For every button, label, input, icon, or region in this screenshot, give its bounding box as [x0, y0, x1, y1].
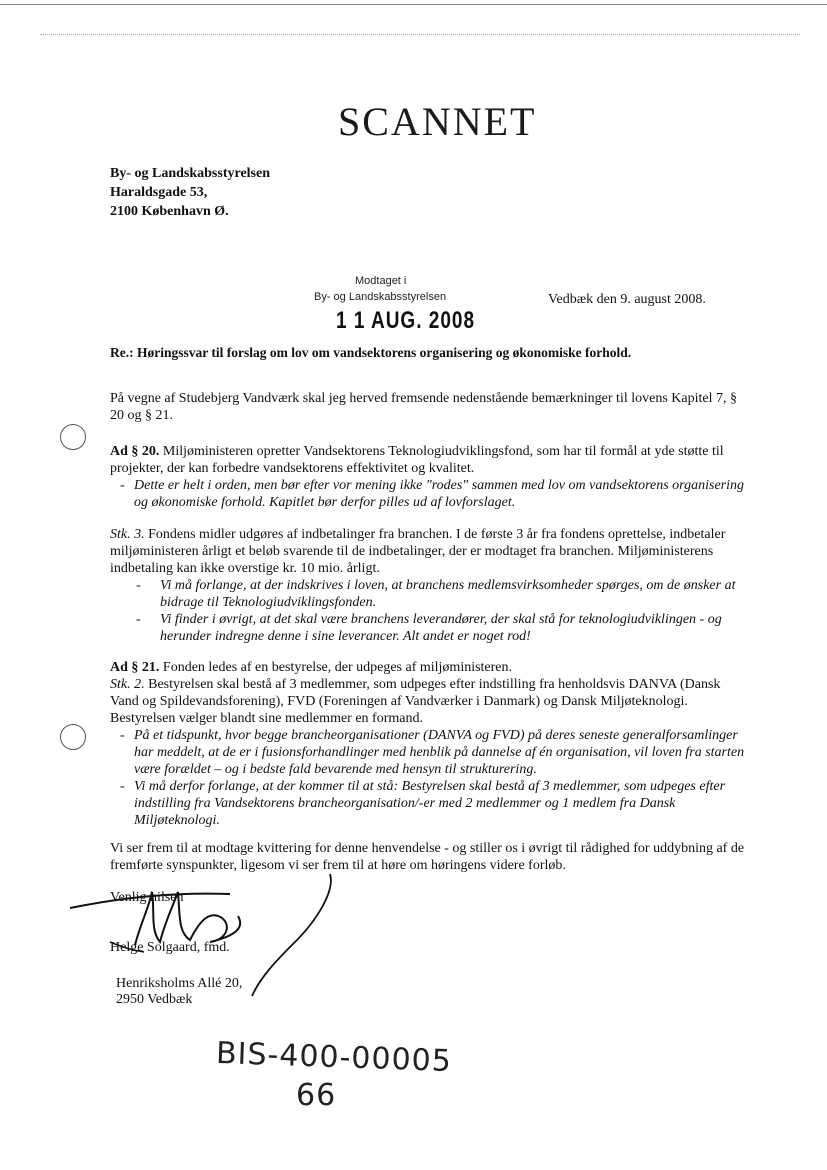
- subject-line: Re.: Høringssvar til forslag om lov om vandsektorens organisering og økonomiske forhold.: [110, 345, 632, 360]
- scannet-stamp: SCANNET: [338, 99, 537, 144]
- punch-hole-icon: [60, 724, 86, 750]
- handwritten-page-number: 66: [296, 1078, 337, 1113]
- section-ad-20: [110, 443, 750, 511]
- ad20-text: Miljøministeren opretter Vandsektorens Teknologiudviklingsfond, som har til formål at yde støtte til projekter, der kan forbedre vandsektorens effektivitet og kvalitet.: [110, 444, 724, 476]
- received-stamp-line-1: Modtaget i: [355, 275, 407, 287]
- ad21-paragraph: [110, 659, 750, 676]
- signature-greeting: Venlig hilsen: [110, 890, 184, 905]
- signature-street: Henriksholms Allé 20,: [116, 976, 243, 991]
- ad21-bullet-2: - Vi må derfor forlange, at der kommer til at stå: Bestyrelsen skal bestå af 3 medlemmer, som udpeges efter indstilling fra Vandsektorens brancheorganisation/-er med 2 medlemmer og 1 medlem fra Dansk Miljøteknologi.: [120, 779, 726, 828]
- stk3-text: Fondens midler udgøres af indbetalinger fra branchen. I de første 3 år fra fondens oprettelse, indbetaler miljøministeren årligt et beløb svarende til de indbetalinger, der er modtaget fra branchen. Miljøministerens indbetaling kan ikke overstige kr. 10 mio. årligt.: [110, 527, 726, 576]
- intro-paragraph: På vegne af Studebjerg Vandværk skal jeg herved fremsende nedenstående bemærkninger til lovens Kapitel 7, § 20 og § 21.: [110, 391, 737, 423]
- scan-edge-line: [0, 4, 827, 5]
- stk3-bullet-1-text: Vi må forlange, at der indskrives i loven, at branchens medlemsvirksomheder spørges, om de ønsker at bidrage til Teknologiudviklingsfonden.: [160, 578, 736, 610]
- ad21-heading: Ad § 21.: [110, 660, 160, 675]
- recipient-line-3: 2100 København Ø.: [110, 204, 229, 219]
- signature-city: 2950 Vedbæk: [116, 992, 193, 1007]
- ad21-bullet-1-text: På et tidspunkt, hvor begge brancheorganisationer (DANVA og FVD) på deres seneste generalforsamlinger har meddelt, at de er i fusionsforhandlinger med henblik på dannelse af én organisation, vil loven fra starten være forældet – og i bedste fald bevarende med hensyn til strukturering.: [134, 728, 745, 777]
- stk2-text: Bestyrelsen skal bestå af 3 medlemmer, som udpeges efter indstilling fra henholdsvis DANVA (Dansk Vand og Spildevandsforening), FVD (Foreningen af Vandværker i Danmark) og Dansk Miljøteknologi. Bestyrelsen vælger blandt sine medlemmer en formand.: [110, 677, 721, 726]
- punch-hole-icon: [60, 424, 86, 450]
- section-ad-21: [110, 659, 750, 829]
- stk2-paragraph: [110, 676, 750, 727]
- stk3-bullet-2: - Vi finder i øvrigt, at det skal være branchens leverandører, der skal stå for teknologiudviklingen - og herunder indregne denne i sine leverancer. Alt andet er noget rod!: [136, 612, 722, 644]
- ad21-bullet-1: - På et tidspunkt, hvor begge brancheorganisationer (DANVA og FVD) på deres seneste generalforsamlinger har meddelt, at de er i fusionsforhandlinger med henblik på dannelse af én organisation, vil loven fra starten være forældet – og i bedste fald bevarende med hensyn til strukturering.: [120, 728, 745, 777]
- stk3-label: Stk. 3.: [110, 527, 145, 542]
- recipient-address: [110, 164, 270, 221]
- ad20-heading: Ad § 20.: [110, 444, 160, 459]
- received-stamp-line-2: By- og Landskabsstyrelsen: [314, 291, 447, 303]
- closing-paragraph: Vi ser frem til at modtage kvittering for denne henvendelse - og stiller os i øvrigt til rådighed for uddybning af de fremførte synspunkter, ligesom vi ser frem til at høre om høringens videre forløb.: [110, 841, 745, 873]
- stk2-label: Stk. 2.: [110, 677, 145, 692]
- dateline: Vedbæk den 9. august 2008.: [548, 292, 706, 307]
- ad20-comment: - Dette er helt i orden, men bør efter vor mening ikke "rodes" sammen med lov om vandsektorens organisering og økonomiske forhold. Kapitlet bør derfor pilles ud af lovforslaget.: [120, 478, 744, 510]
- signature-name: Helge Solgaard, fmd.: [110, 940, 230, 955]
- ad20-paragraph: [110, 443, 750, 477]
- ad21-text: Fonden ledes af en bestyrelse, der udpeges af miljøministeren.: [159, 660, 513, 675]
- ad20-comment-text: Dette er helt i orden, men bør efter vor mening ikke "rodes" sammen med lov om vandsektorens organisering og økonomiske forhold. Kapitlet bør derfor pilles ud af lovforslaget.: [134, 478, 744, 510]
- stk3-bullet-1: - Vi må forlange, at der indskrives i loven, at branchens medlemsvirksomheder spørges, om de ønsker at bidrage til Teknologiudviklingsfonden.: [136, 578, 736, 610]
- stk3-bullet-2-text: Vi finder i øvrigt, at det skal være branchens leverandører, der skal stå for teknologiudviklingen - og herunder indregne denne i sine leverancer. Alt andet er noget rod!: [160, 612, 722, 644]
- received-stamp-date: 1 1 AUG. 2008: [336, 308, 476, 335]
- handwritten-file-number: BIS-400-00005: [215, 1035, 453, 1080]
- recipient-line-1: By- og Landskabsstyrelsen: [110, 166, 271, 181]
- scan-edge-dotted-line: [40, 34, 800, 36]
- section-stk3: [110, 526, 750, 645]
- stk3-paragraph: [110, 526, 750, 577]
- ad21-bullet-2-text: Vi må derfor forlange, at der kommer til at stå: Bestyrelsen skal bestå af 3 medlemmer, som udpeges efter indstilling fra Vandsektorens brancheorganisation/-er med 2 medlemmer og 1 medlem fra Dansk Miljøteknologi.: [134, 779, 726, 828]
- recipient-line-2: Haraldsgade 53,: [110, 185, 208, 200]
